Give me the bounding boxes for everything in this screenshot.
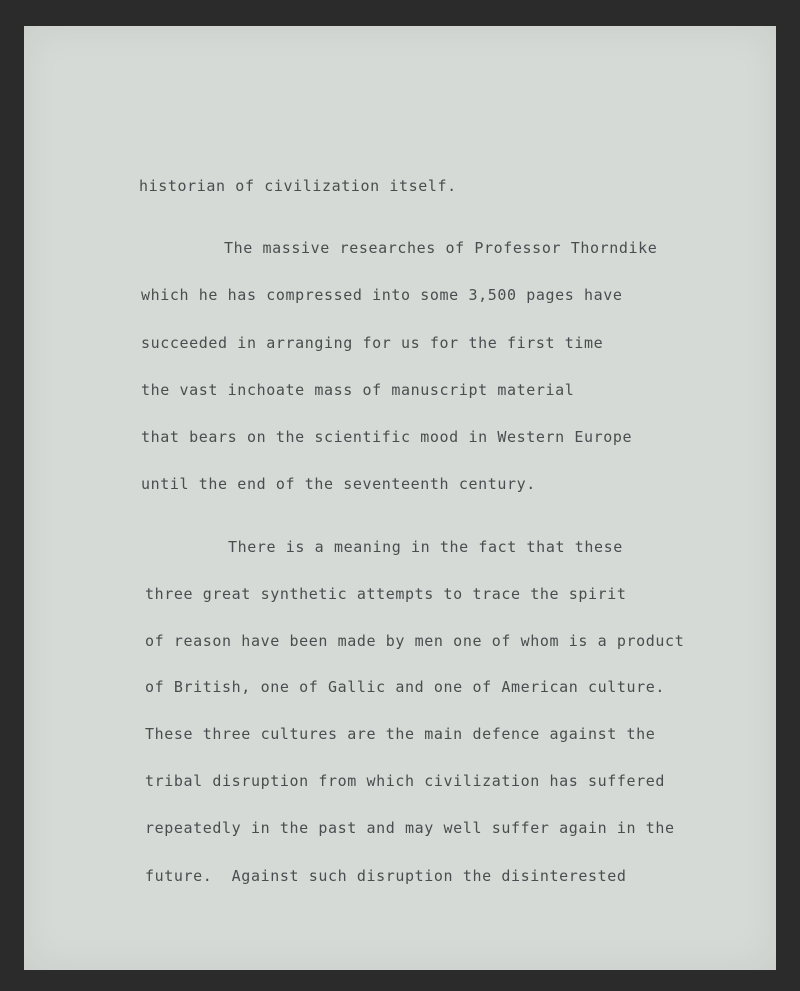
text-line-1: historian of civilization itself. — [139, 177, 457, 195]
text-line-12: These three cultures are the main defence against the — [145, 725, 656, 743]
typed-page — [24, 26, 776, 970]
text-line-14: repeatedly in the past and may well suffer again in the — [145, 819, 675, 837]
text-line-5: the vast inchoate mass of manuscript material — [141, 381, 575, 399]
text-line-10: of reason have been made by men one of whom is a product — [145, 632, 685, 650]
text-line-8: There is a meaning in the fact that these — [228, 538, 623, 556]
text-line-9: three great synthetic attempts to trace the spirit — [145, 585, 627, 603]
text-line-15: future. Against such disruption the disinterested — [145, 867, 627, 885]
text-line-2: The massive researches of Professor Thorndike — [224, 239, 658, 257]
text-line-7: until the end of the seventeenth century. — [141, 475, 536, 493]
text-line-3: which he has compressed into some 3,500 pages have — [141, 286, 623, 304]
text-line-4: succeeded in arranging for us for the first time — [141, 334, 604, 352]
text-line-13: tribal disruption from which civilization has suffered — [145, 772, 666, 790]
text-line-6: that bears on the scientific mood in Western Europe — [141, 428, 633, 446]
text-line-11: of British, one of Gallic and one of American culture. — [145, 678, 666, 696]
